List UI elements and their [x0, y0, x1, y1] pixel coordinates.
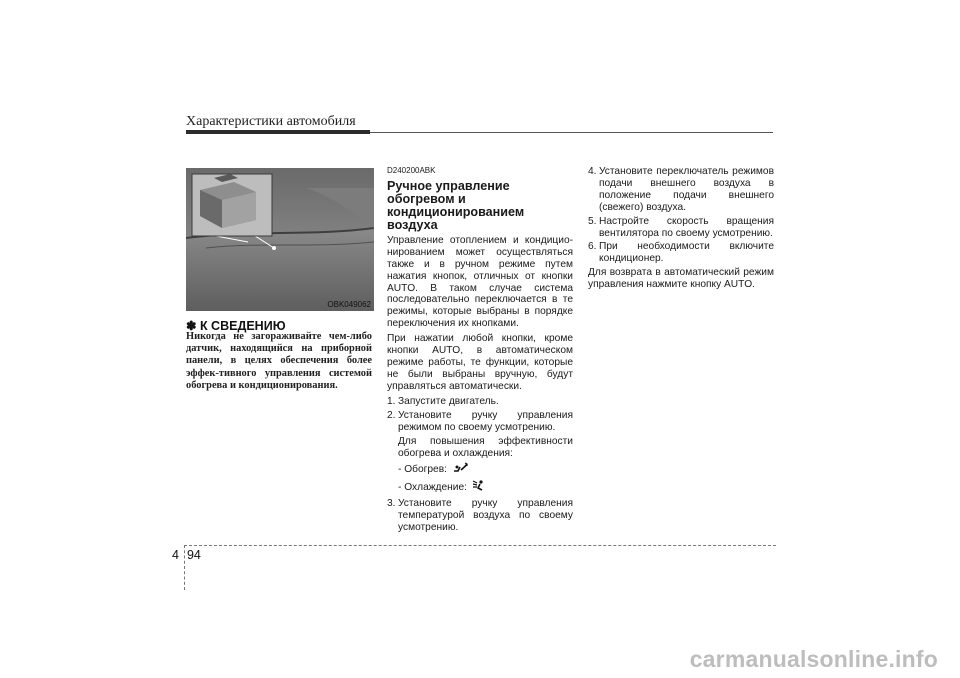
footer-rule — [184, 545, 776, 546]
step-item: 5. Настройте скорость вращения вентилятора по своему усмотрению. — [588, 215, 774, 239]
caution-text: Никогда не загораживайте чем-либо датчик, находящийся на приборной панели, в целях обеспечения более эффек-тивного управления системой обогрева и кондиционирования. — [186, 331, 372, 391]
caution-title: ✽ К СВЕДЕНИЮ — [186, 319, 286, 333]
intro-paragraph-1: Управление отоплением и кондицио-нированием может осуществляться также и в ручном режиме путем нажатия кнопок, отличных от кнопки AUTO. В таком случае система последовательно переключается в те режимы, которые выбраны в порядке переключения их кнопками. — [387, 234, 573, 330]
header-rule-thin — [370, 132, 773, 133]
face-vent-icon — [472, 479, 488, 496]
step-item: 6. При необходимости включите кондиционер. — [588, 241, 774, 265]
step-item: 3. Установите ручку управления температурой воздуха по своему усмотрению. — [387, 498, 573, 533]
chapter-number: 4 — [172, 548, 179, 562]
closing-paragraph: Для возврата в автоматический режим управления нажмите кнопку AUTO. — [588, 267, 774, 291]
instructions-column-right — [588, 166, 774, 294]
floor-defrost-icon — [452, 462, 468, 477]
step-item: 1. Запустите двигатель. — [387, 395, 499, 407]
watermark: carmanualsonline.info — [689, 646, 938, 672]
step-item: 2. Установите ручку управления режимом по своему усмотрению. — [387, 409, 573, 433]
page-header-title: Характеристики автомобиля — [186, 114, 356, 129]
section-heading: Ручное управление обогревом и кондиционированием воздуха — [387, 178, 525, 232]
dashboard-sensor-photo — [186, 168, 374, 311]
heating-line: - Обогрев: — [387, 462, 573, 477]
dashboard-sensor-illustration — [186, 168, 374, 311]
instructions-column-middle — [387, 165, 573, 536]
header-rule-thick — [186, 130, 370, 134]
cooling-line: - Охлаждение: — [387, 479, 573, 496]
page-number-value: 94 — [186, 548, 201, 562]
intro-paragraph-2: При нажатии любой кнопки, кроме кнопки AUTO, в автоматическом режиме работы, те функции, которые не были выбраны вручную, будут управляться автоматически. — [387, 333, 573, 392]
page-number — [172, 548, 201, 562]
figure-code: OBK049062 — [327, 300, 371, 309]
step-item: 4. Установите переключатель режимов подачи внешнего воздуха в положение подачи внешнего (свежего) воздуха. — [588, 166, 774, 213]
section-code: D240200ABK — [387, 166, 436, 175]
step2-note: Для повышения эффективности обогрева и охлаждения: — [398, 436, 573, 460]
